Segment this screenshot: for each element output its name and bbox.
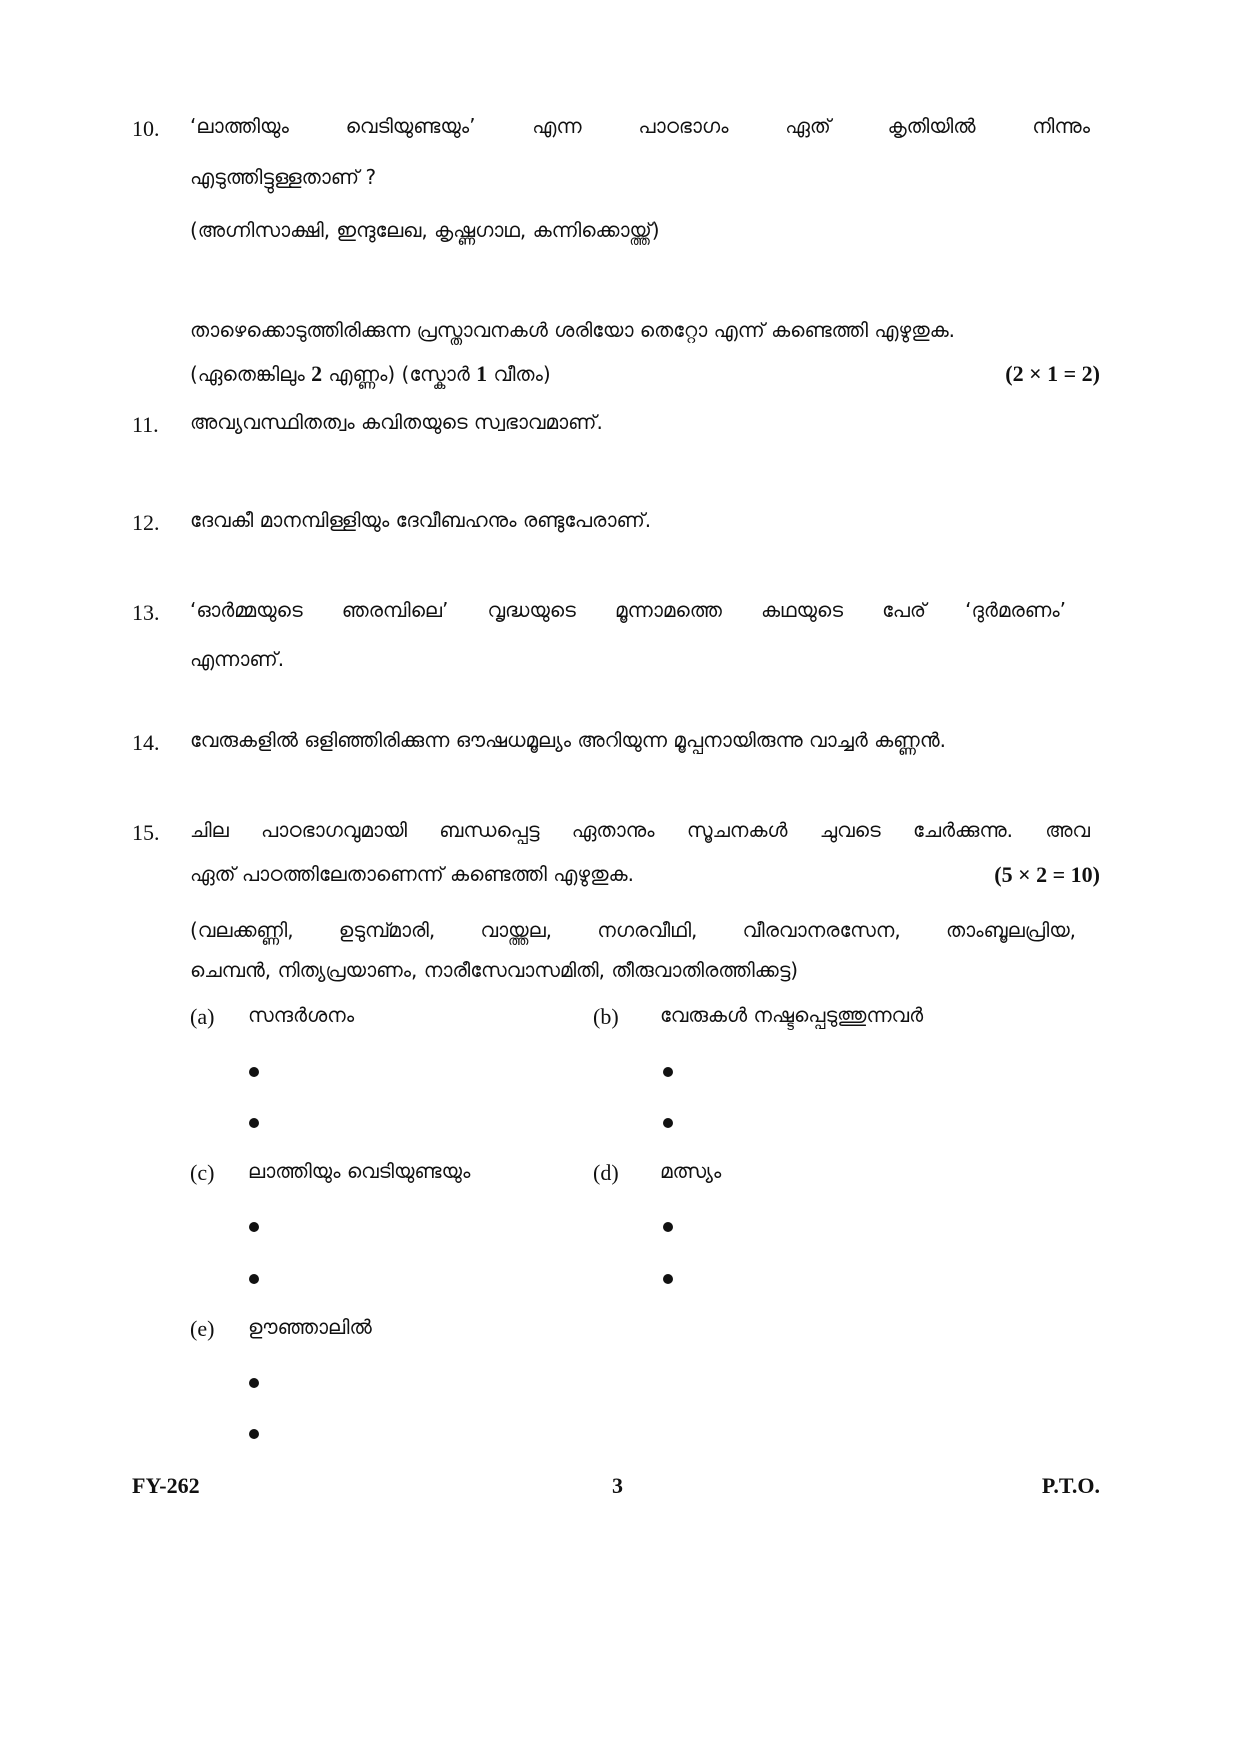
q10-word: ‘ലാത്തിയും bbox=[190, 114, 289, 138]
question-10-options: (അഗ്നിസാക്ഷി, ഇന്ദുലേഖ, കൃഷ്ണഗാഥ, കന്നിക്കൊയ്ത്ത്) bbox=[190, 218, 660, 242]
choice-number: 2 bbox=[311, 361, 323, 386]
item-b-label: (b) bbox=[593, 1004, 619, 1029]
choice-close: എണ്ണം) (സ്കോർ bbox=[328, 362, 470, 386]
question-14-text: വേരുകളിൽ ഒളിഞ്ഞിരിക്കുന്ന ഔഷധമൂല്യം അറിയുന്ന മൂപ്പനായിരുന്നു വാച്ചർ കണ്ണൻ. bbox=[190, 728, 946, 752]
bullet-point bbox=[249, 1378, 259, 1388]
bullet-point bbox=[663, 1274, 673, 1284]
question-12-text: ദേവകീ മാനമ്പിള്ളിയും ദേവീബഹനും രണ്ടുപേരാണ്. bbox=[190, 508, 652, 532]
item-d-label: (d) bbox=[593, 1160, 619, 1185]
score-tail: വീതം) bbox=[493, 362, 551, 386]
bullet-point bbox=[663, 1067, 673, 1077]
question-10-line-2: എടുത്തിട്ടുള്ളതാണ് ? bbox=[190, 165, 377, 189]
choice-open: (ഏതെങ്കിലും bbox=[190, 362, 305, 386]
q13-word: ‘ഓർമ്മയുടെ bbox=[190, 598, 303, 622]
q10-word: ഏത് bbox=[785, 114, 831, 138]
question-15-marks: (5 × 2 = 10) bbox=[994, 862, 1100, 887]
item-a-label: (a) bbox=[190, 1004, 215, 1029]
question-15-hints-1: (വലക്കണ്ണി, ഉടുമ്പ്മാരി, വായ്ത്തല, നഗരവീഥി, വീരവാനരസേന, താംബൂലപ്രിയ, bbox=[190, 918, 1076, 942]
q10-word: പാഠഭാഗം bbox=[638, 114, 729, 138]
q13-word: പേര് bbox=[882, 598, 927, 622]
q13-word: ‘ദുർമരണം’ bbox=[965, 598, 1067, 622]
bullet-point bbox=[249, 1118, 259, 1128]
bullet-point bbox=[663, 1118, 673, 1128]
footer-code: FY-262 bbox=[132, 1473, 200, 1498]
question-11-number: 11. bbox=[132, 412, 159, 437]
footer-pto: P.T.O. bbox=[1041, 1473, 1100, 1498]
question-13-line-1 bbox=[190, 591, 1066, 629]
item-d-text: മത്സ്യം bbox=[660, 1159, 722, 1183]
question-14-number: 14. bbox=[132, 730, 160, 755]
item-e-text: ഊഞ്ഞാലിൽ bbox=[248, 1315, 372, 1339]
item-c-label: (c) bbox=[190, 1160, 215, 1185]
q10-word: നിന്നും bbox=[1032, 114, 1091, 138]
bullet-point bbox=[249, 1274, 259, 1284]
bullet-point bbox=[663, 1222, 673, 1232]
item-e-label: (e) bbox=[190, 1316, 215, 1341]
question-15-line-1: ചില പാഠഭാഗവുമായി ബന്ധപ്പെട്ട ഏതാനും സൂചനകൾ ചുവടെ ചേർക്കുന്നു. അവ bbox=[190, 818, 1090, 842]
item-c-text: ലാത്തിയും വെടിയുണ്ടയും bbox=[248, 1159, 471, 1183]
question-13-number: 13. bbox=[132, 600, 160, 625]
item-a-text: സന്ദർശനം bbox=[248, 1003, 355, 1027]
q13-word: മൂന്നാമത്തെ bbox=[614, 598, 722, 622]
item-b-text: വേരുകൾ നഷ്ടപ്പെടുത്തുന്നവർ bbox=[660, 1003, 924, 1027]
question-10-line-1 bbox=[190, 107, 1090, 145]
section-choice bbox=[190, 355, 551, 393]
bullet-point bbox=[249, 1222, 259, 1232]
question-11-text: അവ്യവസ്ഥിതത്വം കവിതയുടെ സ്വഭാവമാണ്. bbox=[190, 410, 603, 434]
footer-page-number: 3 bbox=[612, 1473, 623, 1498]
q13-word: ഞരമ്പിലെ’ bbox=[341, 598, 449, 622]
q10-word: വെടിയുണ്ടയും’ bbox=[345, 114, 476, 138]
q10-word: എന്ന bbox=[532, 114, 582, 138]
q13-word: വൃദ്ധയുടെ bbox=[487, 598, 576, 622]
section-marks: (2 × 1 = 2) bbox=[1005, 361, 1100, 386]
bullet-point bbox=[249, 1429, 259, 1439]
question-12-number: 12. bbox=[132, 510, 160, 535]
question-15-line-2: ഏത് പാഠത്തിലേതാണെന്ന് കണ്ടെത്തി എഴുതുക. bbox=[190, 862, 634, 886]
question-10-number: 10. bbox=[132, 116, 160, 141]
section-instruction: താഴെക്കൊടുത്തിരിക്കുന്ന പ്രസ്താവനകൾ ശരിയോ തെറ്റോ എന്ന് കണ്ടെത്തി എഴുതുക. bbox=[190, 318, 956, 342]
q10-word: കൃതിയിൽ bbox=[887, 114, 976, 138]
bullet-point bbox=[249, 1067, 259, 1077]
question-15-hints-2: ചെമ്പൻ, നിത്യപ്രയാണം, നാരീസേവാസമിതി, തീരുവാതിരത്തിക്കട്ട) bbox=[190, 958, 799, 982]
score-number: 1 bbox=[476, 361, 488, 386]
question-15-number: 15. bbox=[132, 820, 160, 845]
question-13-line-2: എന്നാണ്. bbox=[190, 647, 285, 671]
q13-word: കഥയുടെ bbox=[760, 598, 843, 622]
